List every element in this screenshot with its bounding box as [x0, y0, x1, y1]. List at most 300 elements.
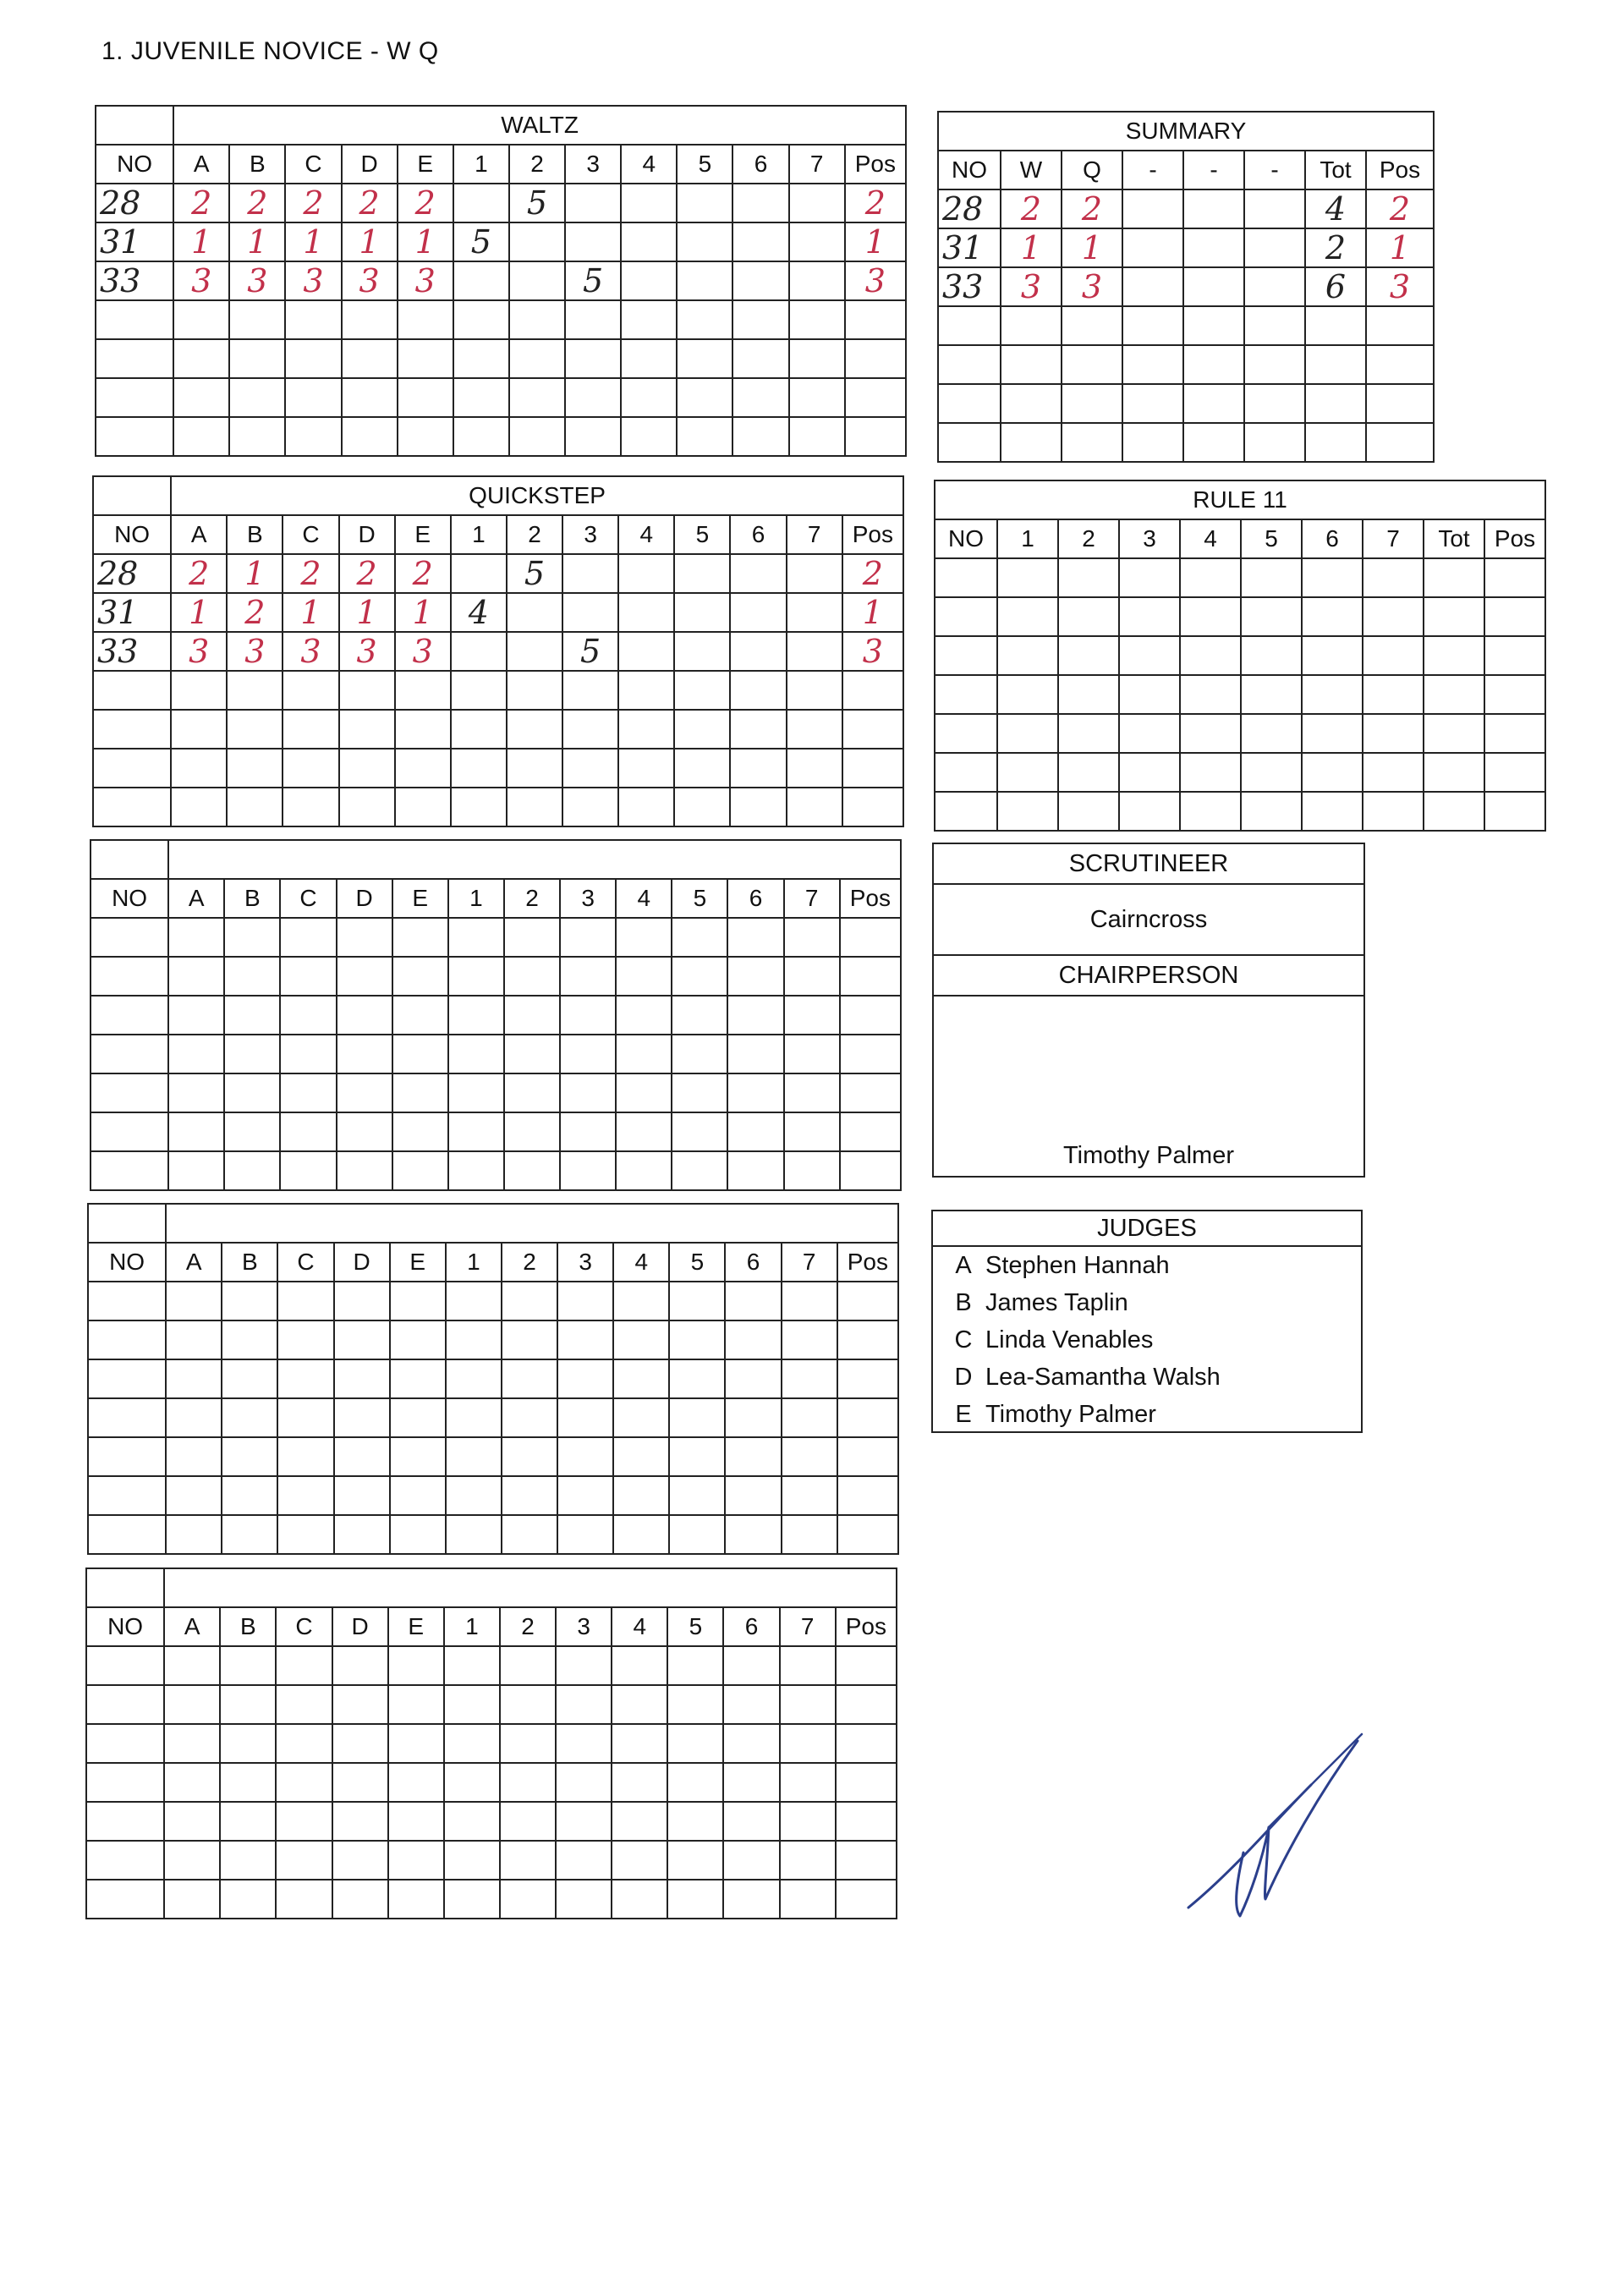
summary-cell	[1001, 384, 1062, 423]
empty-cell	[837, 1476, 898, 1515]
empty-cell	[500, 1880, 556, 1919]
mark-cell	[732, 378, 788, 417]
column-header: 5	[672, 879, 727, 918]
empty-cell	[1484, 714, 1545, 753]
position-cell	[842, 671, 903, 710]
mark-cell: 1	[342, 222, 398, 261]
empty-cell	[224, 918, 280, 957]
empty-cell	[727, 996, 783, 1035]
column-header: NO	[86, 1607, 164, 1646]
empty-cell	[997, 636, 1058, 675]
competitor-number: 28	[93, 554, 171, 593]
empty-cell	[390, 1282, 446, 1320]
column-header: 6	[730, 515, 786, 554]
empty-cell	[727, 957, 783, 996]
empty-cell	[1484, 753, 1545, 792]
summary-cell: 3	[1062, 267, 1122, 306]
table-row	[86, 1763, 897, 1802]
empty-cell	[613, 1359, 669, 1398]
empty-cell	[504, 996, 560, 1035]
table-row	[93, 593, 903, 632]
table-row	[935, 558, 1545, 597]
empty-cell	[935, 636, 997, 675]
mark-cell	[451, 710, 507, 749]
empty-cell	[723, 1841, 779, 1880]
empty-cell	[669, 1515, 725, 1554]
empty-cell	[166, 1320, 222, 1359]
empty-cell	[935, 792, 997, 831]
empty-cell	[276, 1685, 332, 1724]
table-row	[88, 1515, 898, 1554]
empty-cell	[446, 1359, 502, 1398]
empty-cell	[1058, 792, 1119, 831]
table-row	[938, 423, 1434, 462]
mark-cell	[677, 300, 732, 339]
dance-title	[164, 1568, 897, 1607]
mark-cell	[285, 378, 341, 417]
title-row	[938, 112, 1434, 151]
empty-cell	[560, 1112, 616, 1151]
table-row	[96, 184, 906, 222]
empty-cell	[1363, 792, 1424, 831]
column-header: NO	[91, 879, 168, 918]
empty-cell	[612, 1646, 667, 1685]
empty-cell	[168, 957, 224, 996]
empty-cell	[277, 1320, 333, 1359]
column-header: 6	[1302, 519, 1363, 558]
empty-cell	[997, 753, 1058, 792]
mark-cell: 2	[227, 593, 283, 632]
summary-cell	[1122, 423, 1183, 462]
empty-cell	[220, 1841, 276, 1880]
column-header: 2	[1058, 519, 1119, 558]
empty-cell	[1058, 597, 1119, 636]
mark-cell	[285, 417, 341, 456]
empty-cell	[168, 918, 224, 957]
column-header: A	[173, 145, 229, 184]
empty-cell	[727, 918, 783, 957]
signature-icon	[1184, 1726, 1370, 1929]
mark-cell	[621, 300, 677, 339]
empty-cell	[1484, 558, 1545, 597]
empty-cell	[448, 996, 504, 1035]
empty-cell	[616, 1035, 672, 1073]
mark-cell	[171, 749, 227, 788]
empty-cell	[88, 1282, 166, 1320]
empty-cell	[504, 1035, 560, 1073]
empty-cell	[388, 1646, 444, 1685]
mark-cell	[562, 710, 618, 749]
mark-cell	[453, 184, 509, 222]
empty-cell	[840, 1151, 901, 1190]
empty-cell	[782, 1282, 837, 1320]
mark-cell: 1	[398, 222, 453, 261]
column-header: 7	[782, 1243, 837, 1282]
empty-cell	[784, 1112, 840, 1151]
mark-cell	[398, 300, 453, 339]
empty-cell	[1119, 714, 1180, 753]
mark-cell: 1	[339, 593, 395, 632]
mark-cell	[509, 300, 565, 339]
table-row	[93, 788, 903, 826]
mark-cell	[451, 671, 507, 710]
empty-cell	[784, 1073, 840, 1112]
empty-cell	[334, 1437, 390, 1476]
empty-cell	[935, 753, 997, 792]
empty-cell	[276, 1763, 332, 1802]
mark-cell	[674, 671, 730, 710]
empty-cell	[1484, 636, 1545, 675]
competitor-number: 33	[938, 267, 1001, 306]
table-row	[86, 1646, 897, 1685]
empty-cell	[935, 714, 997, 753]
empty-cell	[782, 1359, 837, 1398]
empty-cell	[220, 1802, 276, 1841]
summary-cell	[1122, 306, 1183, 345]
table-row	[86, 1841, 897, 1880]
column-header: 1	[448, 879, 504, 918]
empty-cell	[448, 1073, 504, 1112]
empty-cell	[332, 1763, 388, 1802]
empty-cell	[334, 1398, 390, 1437]
empty-cell	[164, 1724, 220, 1763]
column-header: C	[283, 515, 338, 554]
empty-cell	[1119, 792, 1180, 831]
empty-cell	[91, 918, 168, 957]
mark-cell	[730, 554, 786, 593]
empty-cell	[669, 1398, 725, 1437]
mark-cell: 2	[283, 554, 338, 593]
mark-cell	[171, 710, 227, 749]
empty-cell	[669, 1359, 725, 1398]
mark-cell	[789, 417, 845, 456]
empty-cell	[1058, 714, 1119, 753]
mark-cell	[674, 710, 730, 749]
page-title: 1. JUVENILE NOVICE - W Q	[102, 37, 439, 65]
empty-cell	[86, 1724, 164, 1763]
column-header: E	[392, 879, 448, 918]
empty-cell	[444, 1646, 500, 1685]
empty-cell	[997, 714, 1058, 753]
empty-cell	[1484, 792, 1545, 831]
mark-cell	[507, 788, 562, 826]
waltz-marks-table	[95, 105, 907, 457]
judge-name: Lea-Samantha Walsh	[985, 1364, 1221, 1391]
header-row	[91, 879, 901, 918]
empty-cell	[613, 1476, 669, 1515]
empty-cell	[86, 1880, 164, 1919]
summary-cell	[1244, 345, 1305, 384]
empty-cell	[840, 1035, 901, 1073]
empty-cell	[780, 1763, 836, 1802]
column-header: 2	[504, 879, 560, 918]
mark-cell	[507, 749, 562, 788]
mark-cell	[227, 671, 283, 710]
column-header: NO	[96, 145, 173, 184]
column-header: 2	[500, 1607, 556, 1646]
empty-cell	[277, 1515, 333, 1554]
mark-cell: 1	[173, 222, 229, 261]
mark-cell	[618, 749, 674, 788]
mark-cell	[285, 300, 341, 339]
mark-cell	[730, 788, 786, 826]
blank-marks-table	[87, 1203, 899, 1555]
empty-cell	[446, 1437, 502, 1476]
empty-cell	[277, 1398, 333, 1437]
empty-cell	[390, 1320, 446, 1359]
column-header: 4	[618, 515, 674, 554]
empty-cell	[222, 1359, 277, 1398]
empty-cell	[168, 1073, 224, 1112]
mark-cell	[395, 749, 451, 788]
mark-cell	[509, 222, 565, 261]
empty-cell	[1058, 636, 1119, 675]
mark-cell	[173, 339, 229, 378]
position-cell: 2	[1366, 189, 1434, 228]
summary-cell	[1244, 267, 1305, 306]
empty-cell	[616, 918, 672, 957]
empty-cell	[390, 1359, 446, 1398]
empty-cell	[88, 1320, 166, 1359]
empty-cell	[1302, 597, 1363, 636]
competitor-number	[96, 378, 173, 417]
position-cell	[845, 417, 906, 456]
mark-cell	[229, 378, 285, 417]
empty-cell	[502, 1515, 557, 1554]
empty-cell	[334, 1359, 390, 1398]
empty-cell	[560, 1151, 616, 1190]
competitor-number: 33	[96, 261, 173, 300]
column-header: B	[224, 879, 280, 918]
empty-cell	[1424, 636, 1484, 675]
table-row	[96, 378, 906, 417]
column-header: 3	[1119, 519, 1180, 558]
mark-cell	[730, 710, 786, 749]
empty-cell	[88, 1515, 166, 1554]
column-header: W	[1001, 151, 1062, 189]
competitor-number	[96, 300, 173, 339]
empty-cell	[616, 1151, 672, 1190]
summary-cell: 1	[1001, 228, 1062, 267]
mark-cell: 3	[342, 261, 398, 300]
mark-cell	[227, 788, 283, 826]
summary-cell	[1001, 306, 1062, 345]
empty-cell	[276, 1841, 332, 1880]
corner-cell	[86, 1568, 164, 1607]
mark-cell	[562, 593, 618, 632]
summary-cell	[1183, 423, 1244, 462]
mark-cell	[787, 632, 842, 671]
empty-cell	[560, 1073, 616, 1112]
judge-name: Timothy Palmer	[985, 1401, 1156, 1428]
mark-cell	[565, 300, 621, 339]
empty-cell	[557, 1320, 613, 1359]
competitor-number	[938, 384, 1001, 423]
empty-cell	[392, 957, 448, 996]
mark-cell	[395, 788, 451, 826]
competitor-number	[938, 423, 1001, 462]
summary-title: SUMMARY	[938, 112, 1434, 151]
mark-cell	[787, 554, 842, 593]
empty-cell	[1119, 636, 1180, 675]
empty-cell	[780, 1802, 836, 1841]
empty-cell	[500, 1685, 556, 1724]
empty-cell	[1302, 558, 1363, 597]
empty-cell	[276, 1880, 332, 1919]
table-row	[88, 1476, 898, 1515]
summary-cell	[1122, 345, 1183, 384]
mark-cell	[730, 749, 786, 788]
empty-cell	[388, 1763, 444, 1802]
mark-cell: 5	[507, 554, 562, 593]
empty-cell	[672, 1035, 727, 1073]
column-header: E	[398, 145, 453, 184]
empty-cell	[280, 1112, 336, 1151]
empty-cell	[500, 1646, 556, 1685]
empty-cell	[448, 918, 504, 957]
empty-cell	[672, 918, 727, 957]
empty-cell	[1180, 675, 1241, 714]
empty-cell	[1241, 714, 1302, 753]
table-row	[93, 671, 903, 710]
column-header: B	[229, 145, 285, 184]
table-row	[96, 300, 906, 339]
empty-cell	[446, 1320, 502, 1359]
table-row	[96, 339, 906, 378]
header-row	[88, 1243, 898, 1282]
table-row	[938, 267, 1434, 306]
mark-cell: 1	[229, 222, 285, 261]
position-cell: 1	[1366, 228, 1434, 267]
mark-cell	[621, 261, 677, 300]
summary-cell	[1305, 423, 1366, 462]
empty-cell	[780, 1646, 836, 1685]
empty-cell	[504, 957, 560, 996]
empty-cell	[392, 918, 448, 957]
empty-cell	[337, 996, 392, 1035]
empty-cell	[168, 996, 224, 1035]
mark-cell	[227, 749, 283, 788]
table-row	[935, 792, 1545, 831]
empty-cell	[725, 1282, 781, 1320]
summary-cell	[1183, 345, 1244, 384]
blank-marks-table	[85, 1568, 897, 1919]
empty-cell	[1058, 558, 1119, 597]
mark-cell	[171, 788, 227, 826]
mark-cell	[789, 378, 845, 417]
empty-cell	[782, 1437, 837, 1476]
table-row	[938, 384, 1434, 423]
empty-cell	[500, 1724, 556, 1763]
empty-cell	[1119, 675, 1180, 714]
position-cell	[842, 710, 903, 749]
empty-cell	[784, 1035, 840, 1073]
table-row	[91, 918, 901, 957]
empty-cell	[557, 1282, 613, 1320]
empty-cell	[88, 1437, 166, 1476]
empty-cell	[222, 1320, 277, 1359]
empty-cell	[557, 1398, 613, 1437]
column-header: Pos	[845, 145, 906, 184]
empty-cell	[997, 558, 1058, 597]
position-cell	[1366, 345, 1434, 384]
mark-cell	[674, 749, 730, 788]
empty-cell	[277, 1282, 333, 1320]
mark-cell	[677, 184, 732, 222]
position-cell	[845, 378, 906, 417]
empty-cell	[337, 1035, 392, 1073]
competitor-number	[93, 671, 171, 710]
empty-cell	[392, 1151, 448, 1190]
position-cell	[845, 300, 906, 339]
mark-cell	[395, 671, 451, 710]
empty-cell	[560, 1035, 616, 1073]
mark-cell: 5	[562, 632, 618, 671]
mark-cell	[565, 378, 621, 417]
empty-cell	[166, 1359, 222, 1398]
judge-row	[941, 1247, 1361, 1284]
empty-cell	[782, 1320, 837, 1359]
title-row	[93, 476, 903, 515]
chairperson-name: Timothy Palmer	[1063, 1142, 1234, 1169]
empty-cell	[500, 1802, 556, 1841]
mark-cell	[227, 710, 283, 749]
empty-cell	[1363, 597, 1424, 636]
empty-cell	[613, 1515, 669, 1554]
mark-cell	[283, 710, 338, 749]
empty-cell	[224, 996, 280, 1035]
column-header: B	[227, 515, 283, 554]
empty-cell	[164, 1646, 220, 1685]
mark-cell	[618, 788, 674, 826]
mark-cell	[789, 184, 845, 222]
mark-cell	[618, 593, 674, 632]
mark-cell	[787, 710, 842, 749]
mark-cell: 2	[342, 184, 398, 222]
competitor-number	[93, 710, 171, 749]
mark-cell	[453, 378, 509, 417]
mark-cell	[674, 788, 730, 826]
empty-cell	[1119, 753, 1180, 792]
column-header: B	[222, 1243, 277, 1282]
empty-cell	[276, 1724, 332, 1763]
table-row	[88, 1398, 898, 1437]
judge-name: Stephen Hannah	[985, 1252, 1170, 1279]
table-row	[93, 749, 903, 788]
table-row	[93, 710, 903, 749]
judge-letter: B	[955, 1289, 972, 1316]
position-cell: 3	[845, 261, 906, 300]
judge-letter: E	[955, 1401, 972, 1428]
column-header: E	[390, 1243, 446, 1282]
table-row	[91, 1112, 901, 1151]
mark-cell	[285, 339, 341, 378]
mark-cell	[674, 593, 730, 632]
mark-cell	[339, 710, 395, 749]
table-row	[935, 636, 1545, 675]
empty-cell	[504, 1112, 560, 1151]
column-header: 6	[725, 1243, 781, 1282]
empty-cell	[997, 675, 1058, 714]
column-header: Q	[1062, 151, 1122, 189]
title-row	[91, 840, 901, 879]
mark-cell	[395, 710, 451, 749]
empty-cell	[168, 1151, 224, 1190]
empty-cell	[222, 1282, 277, 1320]
position-cell: 1	[845, 222, 906, 261]
empty-cell	[500, 1763, 556, 1802]
empty-cell	[220, 1646, 276, 1685]
